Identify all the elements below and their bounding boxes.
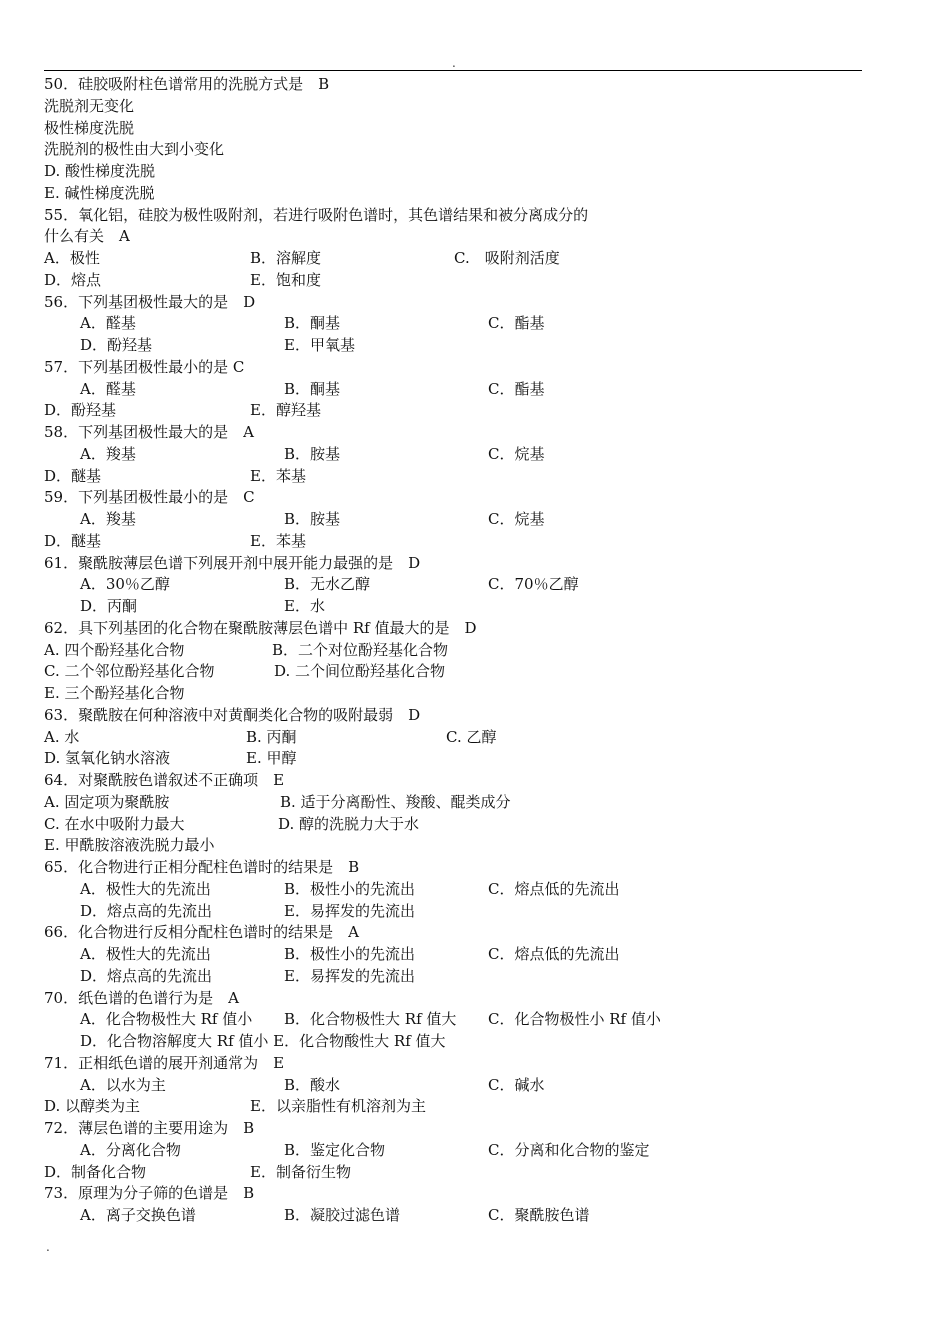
option-text: C．熔点低的先流出 — [488, 879, 620, 898]
option-text: A．化合物极性大 Rf 值小 — [80, 1010, 253, 1029]
text-line — [44, 835, 904, 857]
line-text: 71．正相纸色谱的展开剂通常为 E — [44, 1053, 285, 1072]
footer-mark: . — [46, 1240, 50, 1254]
text-line — [44, 966, 904, 988]
option-text: C．烷基 — [488, 444, 545, 463]
option-text: A．羧基 — [80, 510, 136, 528]
line-text: 56．下列基团极性最大的是 D — [44, 292, 256, 311]
option-text: C．70％乙醇 — [488, 575, 579, 594]
text-line — [44, 357, 904, 379]
text-line — [44, 444, 904, 466]
text-line — [44, 74, 904, 96]
option-text: E．制备衍生物 — [250, 1162, 351, 1181]
line-text: D．化合物溶解度大 Rf 值小 E．化合物酸性大 Rf 值大 — [80, 1032, 446, 1050]
option-text: A．离子交换色谱 — [80, 1206, 196, 1224]
text-line — [44, 292, 904, 314]
option-text: C．熔点低的先流出 — [488, 945, 620, 963]
option-text: A．极性大的先流出 — [80, 879, 211, 898]
line-text: 64．对聚酰胺色谱叙述不正确项 E — [44, 771, 285, 789]
option-text: B．鉴定化合物 — [284, 1140, 386, 1159]
option-text: E．苯基 — [250, 531, 306, 550]
option-text: A．以水为主 — [80, 1075, 166, 1094]
option-text: B．胺基 — [284, 510, 341, 528]
option-text: C. 吸附剂活度 — [454, 249, 560, 267]
text-line — [44, 161, 904, 183]
text-line — [44, 1096, 904, 1118]
option-text: B．无水乙醇 — [284, 575, 371, 594]
option-text: E．苯基 — [250, 466, 306, 485]
text-line — [44, 1183, 904, 1205]
text-line — [44, 400, 904, 422]
option-text: E．醇羟基 — [250, 401, 321, 420]
option-text: A．醛基 — [80, 379, 136, 398]
line-text: 72．薄层色谱的主要用途为 B — [44, 1119, 255, 1137]
text-line — [44, 509, 904, 531]
option-text: B. 丙酮 — [246, 727, 297, 746]
option-text: D．醚基 — [44, 466, 102, 485]
text-line — [44, 1140, 904, 1162]
option-text: A．30％乙醇 — [80, 575, 170, 594]
option-text: B. 适于分离酚性、羧酸、醌类成分 — [280, 792, 511, 811]
text-line — [44, 922, 904, 944]
text-line — [44, 422, 904, 444]
line-text: 62．具下列基团的化合物在聚酰胺薄层色谱中 Rf 值最大的是 D — [44, 618, 477, 637]
text-line — [44, 944, 904, 966]
option-text: A．醛基 — [80, 314, 136, 333]
line-text: E. 碱性梯度洗脱 — [44, 183, 155, 202]
option-text: C. 乙醇 — [446, 727, 497, 746]
text-line — [44, 574, 904, 596]
text-line — [44, 1053, 904, 1075]
option-text: A．极性大的先流出 — [80, 945, 211, 963]
option-text: D．酚羟基 — [80, 336, 153, 354]
text-line — [44, 248, 904, 270]
line-text: 57．下列基团极性最小的是 C — [44, 357, 245, 376]
line-text: E. 三个酚羟基化合物 — [44, 684, 185, 702]
text-line — [44, 727, 904, 749]
text-line — [44, 226, 904, 248]
option-text: A. 水 — [44, 727, 80, 746]
option-text: C．酯基 — [488, 379, 545, 398]
text-line — [44, 683, 904, 705]
line-text: 73．原理为分子筛的色谱是 B — [44, 1184, 255, 1203]
text-line — [44, 770, 904, 792]
option-text: D．制备化合物 — [44, 1162, 147, 1181]
option-text: C．分离和化合物的鉴定 — [488, 1140, 650, 1159]
line-text: 58．下列基团极性最大的是 A — [44, 423, 254, 441]
option-text: C．聚酰胺色谱 — [488, 1206, 590, 1224]
text-line — [44, 270, 904, 292]
text-line — [44, 901, 904, 923]
option-text: B．酸水 — [284, 1075, 341, 1094]
option-text: D．熔点高的先流出 — [80, 966, 213, 985]
text-line — [44, 139, 904, 161]
option-text: D．醚基 — [44, 531, 102, 550]
option-text: B．酮基 — [284, 314, 341, 333]
option-text: B．溶解度 — [250, 249, 322, 267]
text-line — [44, 96, 904, 118]
option-text: A. 四个酚羟基化合物 — [44, 640, 185, 659]
text-line — [44, 183, 904, 205]
text-line — [44, 661, 904, 683]
line-text: E. 甲酰胺溶液洗脱力最小 — [44, 836, 215, 855]
option-text: D．酚羟基 — [44, 401, 117, 420]
option-text: B．胺基 — [284, 444, 341, 463]
text-line — [44, 553, 904, 575]
line-text: 66．化合物进行反相分配柱色谱时的结果是 A — [44, 923, 359, 942]
option-text: D. 氢氧化钠水溶液 — [44, 749, 171, 768]
line-text: 洗脱剂无变化 — [44, 96, 135, 115]
option-text: B．酮基 — [284, 379, 341, 398]
option-text: A．分离化合物 — [80, 1140, 181, 1159]
text-line — [44, 531, 904, 553]
option-text: E．易挥发的先流出 — [284, 901, 415, 920]
text-line — [44, 792, 904, 814]
option-text: B．极性小的先流出 — [284, 879, 416, 898]
line-text: 50．硅胶吸附柱色谱常用的洗脱方式是 B — [44, 75, 330, 93]
option-text: D．丙酮 — [80, 597, 138, 615]
line-text: 65．化合物进行正相分配柱色谱时的结果是 B — [44, 858, 360, 876]
line-text: 什么有关 A — [44, 227, 130, 246]
option-text: B．极性小的先流出 — [284, 945, 416, 963]
text-line — [44, 1031, 904, 1053]
line-text: 55．氧化铝，硅胶为极性吸附剂，若进行吸附色谱时，其色谱结果和被分离成分的 — [44, 205, 589, 224]
text-line — [44, 640, 904, 662]
option-text: C. 二个邻位酚羟基化合物 — [44, 662, 215, 681]
option-text: A. 固定项为聚酰胺 — [44, 792, 170, 811]
option-text: D. 以醇类为主 — [44, 1097, 141, 1116]
text-line — [44, 748, 904, 770]
text-line — [44, 487, 904, 509]
option-text: E. 甲醇 — [246, 749, 297, 768]
option-text: C. 在水中吸附力最大 — [44, 814, 185, 833]
text-line — [44, 596, 904, 618]
text-line — [44, 1205, 904, 1227]
text-line — [44, 1162, 904, 1184]
option-text: D．熔点高的先流出 — [80, 901, 213, 920]
option-text: C．烷基 — [488, 510, 545, 528]
option-text: E．以亲脂性有机溶剂为主 — [250, 1097, 426, 1116]
text-line — [44, 1075, 904, 1097]
option-text: C．化合物极性小 Rf 值小 — [488, 1010, 661, 1029]
option-text: B．化合物极性大 Rf 值大 — [284, 1010, 457, 1029]
option-text: D. 醇的洗脱力大于水 — [278, 814, 420, 833]
text-line — [44, 814, 904, 836]
text-line — [44, 618, 904, 640]
option-text: B．凝胶过滤色谱 — [284, 1206, 401, 1224]
line-text: 59．下列基团极性最小的是 C — [44, 488, 255, 507]
text-line — [44, 205, 904, 227]
option-text: E．易挥发的先流出 — [284, 966, 415, 985]
text-line — [44, 379, 904, 401]
line-text: D. 酸性梯度洗脱 — [44, 162, 156, 180]
document-body — [44, 74, 904, 1227]
option-text: E．饱和度 — [250, 270, 321, 289]
line-text: 极性梯度洗脱 — [44, 118, 135, 137]
text-line — [44, 1009, 904, 1031]
option-text: C．酯基 — [488, 314, 545, 333]
text-line — [44, 118, 904, 140]
option-text: E．甲氧基 — [284, 336, 355, 354]
text-line — [44, 466, 904, 488]
text-line — [44, 705, 904, 727]
option-text: A．羧基 — [80, 444, 136, 463]
line-text: 70．纸色谱的色谱行为是 A — [44, 988, 239, 1007]
text-line — [44, 313, 904, 335]
option-text: D. 二个间位酚羟基化合物 — [274, 662, 446, 681]
text-line — [44, 988, 904, 1010]
line-text: 63．聚酰胺在何种溶液中对黄酮类化合物的吸附最弱 D — [44, 705, 421, 724]
option-text: A．极性 — [44, 249, 100, 267]
text-line — [44, 879, 904, 901]
option-text: D．熔点 — [44, 270, 102, 289]
line-text: 洗脱剂的极性由大到小变化 — [44, 140, 225, 159]
header-mark: . — [452, 56, 456, 70]
header-rule — [44, 70, 862, 71]
text-line — [44, 857, 904, 879]
option-text: B．二个对位酚羟基化合物 — [272, 640, 449, 659]
option-text: C．碱水 — [488, 1075, 545, 1094]
option-text: E．水 — [284, 597, 325, 615]
text-line — [44, 335, 904, 357]
line-text: 61．聚酰胺薄层色谱下列展开剂中展开能力最强的是 D — [44, 553, 421, 572]
text-line — [44, 1118, 904, 1140]
